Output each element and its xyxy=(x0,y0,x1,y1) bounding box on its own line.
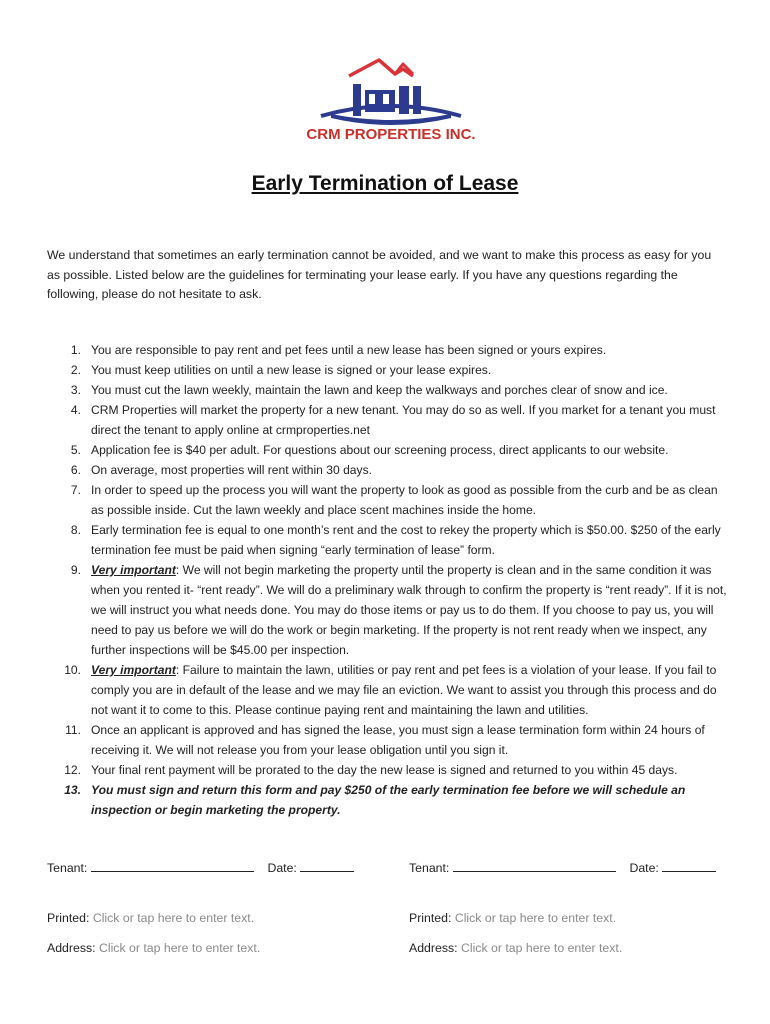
tenant-label: Tenant: xyxy=(47,861,88,875)
list-item-number: 1. xyxy=(70,343,81,357)
guidelines-list xyxy=(47,340,727,820)
tenant-signature-right xyxy=(409,860,716,875)
date-line[interactable] xyxy=(300,860,354,872)
printed-field[interactable]: Click or tap here to enter text. xyxy=(454,911,617,925)
list-item xyxy=(47,480,727,520)
tenant-signature-line[interactable] xyxy=(453,860,616,872)
company-name: CRM PROPERTIES INC. xyxy=(306,126,476,143)
list-item xyxy=(47,340,727,360)
list-item-number: 13. xyxy=(64,783,81,797)
printed-row-left xyxy=(47,911,254,925)
list-item xyxy=(47,660,727,720)
list-item-number: 10. xyxy=(64,663,81,677)
printed-label: Printed: xyxy=(47,911,90,925)
list-item-text: In order to speed up the process you will want the property to look as good as possible from the curb and be as clean as possible inside. Cut the lawn weekly and place scent machines inside the home. xyxy=(91,483,718,517)
list-item xyxy=(47,380,727,400)
list-item-number: 5. xyxy=(70,443,81,457)
emphasis-text: Very important xyxy=(91,563,176,577)
list-item-text: Once an applicant is approved and has signed the lease, you must sign a lease termination form within 24 hours of receiving it. We will not release you from your lease obligation until you sign it. xyxy=(91,723,705,757)
list-item-text: Early termination fee is equal to one month’s rent and the cost to rekey the property which is $50.00. $250 of the early termination fee must be paid when signing “early termination of lease” form. xyxy=(91,523,721,557)
list-item-text: : Failure to maintain the lawn, utilities or pay rent and pet fees is a violation of your lease. If you fail to comply you are in default of the lease and we may file an eviction. We want to assist you through this process and do not want it to come to this. Please continue paying rent and maintaining the lawn and utilities. xyxy=(91,663,717,717)
list-item-text: You must keep utilities on until a new lease is signed or your lease expires. xyxy=(91,363,492,377)
list-item xyxy=(47,520,727,560)
list-item-text: Your final rent payment will be prorated to the day the new lease is signed and returned to you within 45 days. xyxy=(91,763,678,777)
printed-label: Printed: xyxy=(409,911,452,925)
list-item-number: 6. xyxy=(70,463,81,477)
list-item xyxy=(47,760,727,780)
list-item-number: 7. xyxy=(70,483,81,497)
list-item-text: Application fee is $40 per adult. For questions about our screening process, direct applicants to our website. xyxy=(91,443,669,457)
address-label: Address: xyxy=(409,941,458,955)
list-item xyxy=(47,460,727,480)
list-item-number: 11. xyxy=(65,723,81,737)
tenant-label: Tenant: xyxy=(409,861,450,875)
list-item-text: On average, most properties will rent within 30 days. xyxy=(91,463,372,477)
address-field[interactable]: Click or tap here to enter text. xyxy=(98,941,261,955)
printed-row-right xyxy=(409,911,616,925)
list-item xyxy=(47,780,727,820)
company-logo xyxy=(291,56,491,146)
emphasis-text: Very important xyxy=(91,663,176,677)
list-item xyxy=(47,720,727,760)
list-item-number: 2. xyxy=(70,363,81,377)
list-item-text: You must sign and return this form and pay $250 of the early termination fee before we will schedule an inspection or begin marketing the property. xyxy=(91,783,686,817)
page-title: Early Termination of Lease xyxy=(251,172,519,195)
list-item xyxy=(47,400,727,440)
list-item xyxy=(47,360,727,380)
address-row-left xyxy=(47,941,260,955)
house-logo-icon xyxy=(291,56,491,126)
address-row-right xyxy=(409,941,622,955)
printed-field[interactable]: Click or tap here to enter text. xyxy=(92,911,255,925)
list-item-text: You must cut the lawn weekly, maintain the lawn and keep the walkways and porches clear of snow and ice. xyxy=(91,383,668,397)
tenant-signature-line[interactable] xyxy=(91,860,254,872)
list-item xyxy=(47,440,727,460)
date-line[interactable] xyxy=(662,860,716,872)
list-item xyxy=(47,560,727,660)
list-item-number: 9. xyxy=(70,563,81,577)
list-item-number: 4. xyxy=(70,403,81,417)
list-item-number: 3. xyxy=(70,383,81,397)
address-label: Address: xyxy=(47,941,96,955)
list-item-text: : We will not begin marketing the property until the property is clean and in the same condition it was when you rented it- “rent ready”. We will do a preliminary walk through to confirm the property is “rent ready”. If it is not, we will instruct you what needs done. You may do those items or pay us to do them. If you choose to pay us, you will need to pay us before we will do the work or begin marketing. If the property is not rent ready when we inspect, any further inspections will be $45.00 per inspection. xyxy=(91,563,727,657)
address-field[interactable]: Click or tap here to enter text. xyxy=(460,941,623,955)
date-label: Date: xyxy=(267,861,297,875)
list-item-text: You are responsible to pay rent and pet fees until a new lease has been signed or yours expires. xyxy=(91,343,607,357)
list-item-number: 8. xyxy=(70,523,81,537)
tenant-signature-left xyxy=(47,860,354,875)
date-label: Date: xyxy=(629,861,659,875)
list-item-number: 12. xyxy=(64,763,81,777)
list-item-text: CRM Properties will market the property for a new tenant. You may do so as well. If you market for a tenant you must direct the tenant to apply online at crmproperties.net xyxy=(91,403,716,437)
intro-paragraph: We understand that sometimes an early termination cannot be avoided, and we want to make this process as easy for you as possible. Listed below are the guidelines for terminating your lease early. If you have any questions regarding the following, please do not hesitate to ask. xyxy=(47,248,712,301)
